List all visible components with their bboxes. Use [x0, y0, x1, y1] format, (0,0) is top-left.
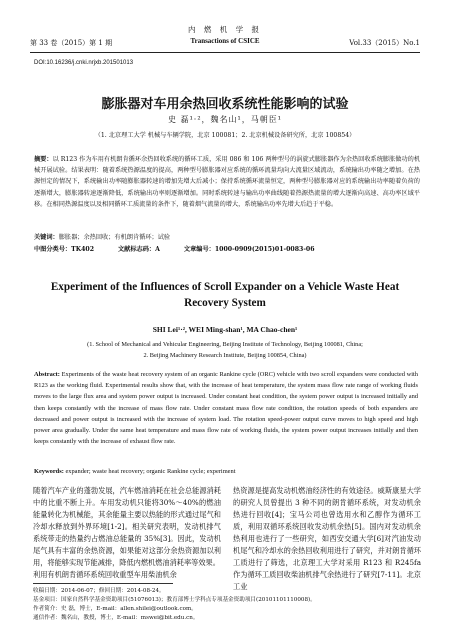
running-header: [30, 22, 420, 53]
footnote-funding: 基金项目：国家自然科学基金资助项目(51076013)；教育部博士学科点专项基金资助项目(20101101110008)。: [33, 597, 316, 603]
abstract-en: [34, 369, 418, 447]
affiliation-en-2: 2. Beijing Machinery Research Institute, Beijing 100854, China): [143, 352, 307, 359]
affiliation-cn: （1. 北京理工大学 机械与车辆学院，北京 100081；2. 北京机械设备研究所，北京 100854）: [94, 132, 356, 139]
clc-number: 中图分类号：TK402: [34, 246, 95, 253]
header-volume-en: Vol.33（2015）No.1: [349, 39, 420, 47]
authors-cn: 史 磊¹·²，魏名山¹，马朝臣¹: [168, 115, 282, 124]
affiliation-en-1: (1. School of Mechanical and Vehicular Engineering, Beijing Institute of Technology, Beijing 100081, China;: [87, 341, 363, 348]
keywords-cn-label: 关键词：: [34, 234, 59, 241]
article-number: 文章编号：1000-0909(2015)01-0083-06: [183, 246, 315, 253]
footnote-author: 作者简介：史 磊，博士，E-mail：allen.shilei@outlook.com。: [33, 606, 197, 612]
abstract-cn-label: 摘要：: [34, 156, 53, 163]
keywords-en-text: expander; waste heat recovery; organic Rankine cycle; experiment: [65, 468, 236, 475]
title-en: Experiment of the Influences of Scroll Expander on a Vehicle Waste Heat Recovery System: [50, 281, 400, 309]
doi: DOI:10.16236/j.cnki.nrjxb.201501013: [34, 60, 134, 66]
keywords-en-label: Keywords:: [34, 468, 64, 475]
footnote-received: 收稿日期：2014-06-07；修回日期：2014-08-24。: [33, 588, 165, 594]
abstract-cn: [34, 154, 420, 210]
footnote-corresponding: 通信作者：魏名山，教授，博士，E-mail：mswei@bit.edu.cn。: [33, 615, 199, 621]
footnote-divider: [33, 583, 173, 584]
keywords-en: [34, 468, 418, 475]
body-column-left: 随着汽车产业的蓬勃发展，汽车燃油消耗在社会总能源消耗中的比重不断上升。车用发动机只能将30%～40%的燃油能量转化为机械能，其余能量主要以热能的形式通过尾气和冷却水释放到外界环境[1-2]。相关研究表明，发动机排气系统带走的热量约占燃油总能量的 35%[3]。因此，发动机尾气具有丰富的余热资源，如果能对这部分余热资源加以利用，将能够实现节能减排，降低内燃机燃油消耗率等效果。 利用有机朗肯循环系统回收重型车用柴油机余: [33, 486, 221, 579]
authors-en: SHI Lei¹·², WEI Ming-shan¹, MA Chao-chen¹: [152, 325, 298, 334]
body-column-right: 热资源是提高发动机燃油经济性的有效途径。威斯康星大学的研究人员曾提出 3 种不同的朗肯循环系统，对发动机余热进行回收[4]；宝马公司也曾选用水和乙醇作为循环工质，利用双循环系统回收发动机余热[5]。国内对发动机余热利用也进行了一些研究，如西安交通大学[6]对汽油发动机尾气和冷却水的余热回收利用进行了研究，并对朗肯循环工质进行了筛选，北京理工大学对采用 R123 和 R245fa 作为循环工质回收柴油机排气余热进行了研究[7-11]。北京工业: [233, 486, 421, 591]
classification-line: [34, 244, 424, 253]
keywords-cn-text: 膨胀器；余热回收；有机朗肯循环；试验: [58, 234, 171, 241]
footnotes: [33, 587, 420, 623]
abstract-en-label: Abstract:: [34, 371, 60, 378]
document-code: 文献标志码：A: [118, 246, 160, 253]
journal-name-en: Transactions of CSICE: [190, 37, 260, 45]
journal-name-cn: 内 燃 机 学 报: [187, 25, 263, 34]
abstract-cn-text: 以 R123 作为车用有机朗肯循环余热回收系统的循环工质，采用 086 和 106 两种型号的涡旋式膨胀器作为余热回收系统膨胀做功的机械开展试验。结果表明：随着系统热源温度的提高，两种型号膨胀器对应系统的循环流量均向大流量区域流动，系统输出功率随之增加。在热源恒定的情况下，系统输出功率随膨胀器转速的增加先增大后减小；保持系统循环流量恒定，两种型号膨胀器对应的系统输出功率随着负荷的逐渐增大，膨胀器转速逐渐降低，系统输出功率则逐渐增加。同时系统转速与输出功率曲线随着热源热流量的增大逐渐向高速、高功率区域平移。在相同热源温度以及相同循环工质流量的条件下，随着烟气流量的增大，系统输出功率先增大后趋于平稳。: [34, 156, 421, 208]
affiliation-en: [0, 339, 450, 361]
title-cn: 膨胀器对车用余热回收系统性能影响的试验: [101, 97, 349, 112]
keywords-cn: [34, 232, 420, 241]
abstract-en-text: Experiments of the waste heat recovery system of an organic Rankine cycle (ORC) vehicle with two scroll expanders were conducted with R123 as the working fluid. Experimental results show that, with the increase of heat temperature, the system mass flow rate range of working fluids moves to the large flux area and system power output is increased. Under constant heat condition, the system power output is increased initially and then keeps constantly with the increase of mass flow rate. Under constant mass flow rate condition, the rotation speeds of both expanders are decreased and power output is increased with the increase of system load. The rotation speed-power output curve moves to high speed and high power area gradually. Under the same heat temperature and mass flow rate of working fluids, the system power output increases initially and then keeps constantly with the increase of exhaust flow rate.: [34, 371, 418, 446]
header-volume-cn: 第 33 卷（2015）第 1 期: [30, 39, 113, 47]
